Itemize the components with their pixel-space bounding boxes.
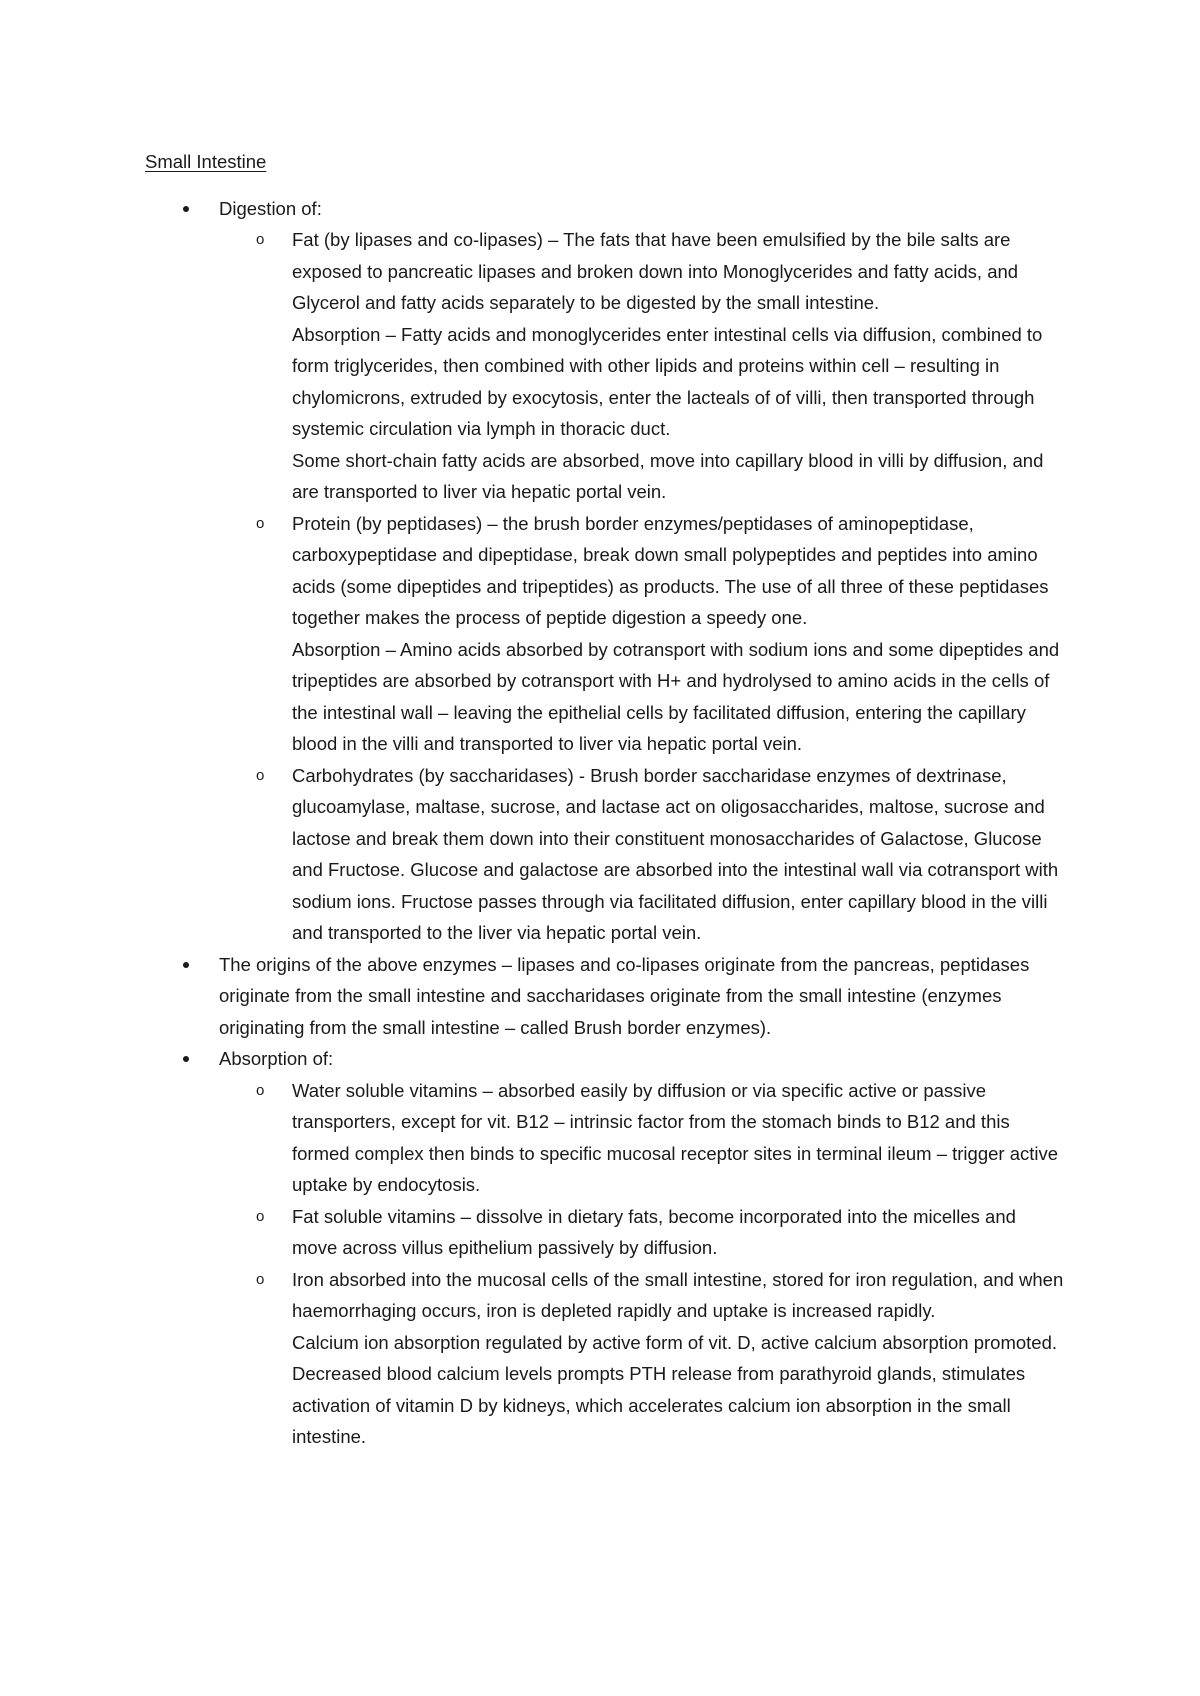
fat-digestion-text: Fat (by lipases and co-lipases) – The fats that have been emulsified by the bile salts are exposed to pancreatic lipases and broken down into Monoglycerides and fatty acids, and Glycerol and fatty acids separately to be digested by the small intestine. — [292, 229, 1019, 313]
bullet-origins — [145, 949, 1065, 1044]
bullet-point-icon — [183, 1056, 189, 1062]
bullet-point-icon — [183, 206, 189, 212]
document-body — [145, 146, 1065, 1453]
sub-bullet-icon: o — [256, 1081, 265, 1099]
protein-digestion-text: Protein (by peptidases) – the brush border enzymes/peptidases of aminopeptidase, carboxypeptidase and dipeptidase, break down small polypeptides and peptides into amino acids (some dipeptides and tripeptides) as products. The use of all three of these peptidases together makes the process of peptide digestion a speedy one. — [292, 512, 1049, 628]
enzyme-origins-text: The origins of the above enzymes – lipases and co-lipases originate from the pancreas, peptidases originate from the small intestine and saccharidases originate from the small intestine (enzymes originating from the small intestine – called Brush border enzymes). — [219, 953, 1030, 1038]
sub-bullet-icon: o — [256, 766, 265, 784]
sub-item-fat-soluble-vitamins — [145, 1201, 1065, 1264]
carbohydrate-digestion-text: Carbohydrates (by saccharidases) - Brush border saccharidase enzymes of dextrinase, glucoamylase, maltase, sucrose, and lactase act on oligosaccharides, maltose, sucrose and lactose and break them down into their constituent monosaccharides of Galactose, Glucose and Fructose. Glucose and galactose are absorbed into the intestinal wall via cotransport with sodium ions. Fructose passes through via facilitated diffusion, enter capillary blood in the villi and transported to the liver via hepatic portal vein. — [292, 764, 1059, 943]
bullet-label: Digestion of: — [219, 197, 322, 219]
sub-item-protein — [145, 508, 1065, 760]
fat-absorption-text: Absorption – Fatty acids and monoglycerides enter intestinal cells via diffusion, combined to form triglycerides, then combined with other lipids and proteins within cell – resulting in chylomicrons, extruded by exocytosis, enter the lacteals of of villi, then transported through systemic circulation via lymph in thoracic duct. — [292, 323, 1043, 439]
bullet-label: Absorption of: — [219, 1048, 334, 1069]
sub-item-iron — [145, 1264, 1065, 1453]
sub-bullet-icon: o — [256, 514, 265, 532]
sub-item-carbohydrates — [145, 760, 1065, 949]
water-soluble-vitamins-text: Water soluble vitamins – absorbed easily by diffusion or via specific active or passive transporters, except for vit. B12 – intrinsic factor from the stomach binds to B12 and this formed complex then binds to specific mucosal receptor sites in terminal ileum – trigger active uptake by endocytosis. — [292, 1079, 1059, 1195]
sub-bullet-icon: o — [256, 1207, 265, 1225]
protein-absorption-text: Absorption – Amino acids absorbed by cotransport with sodium ions and some dipeptides and tripeptides are absorbed by cotransport with H+ and hydrolysed to amino acids in the cells of the intestinal wall – leaving the epithelial cells by facilitated diffusion, entering the capillary blood in the villi and transported to liver via hepatic portal vein. — [292, 638, 1060, 754]
sub-bullet-icon: o — [256, 231, 265, 248]
sub-bullet-icon: o — [256, 1270, 265, 1288]
sub-item-water-soluble-vitamins — [145, 1075, 1065, 1201]
bullet-digestion — [145, 193, 1065, 225]
iron-absorption-text: Iron absorbed into the mucosal cells of the small intestine, stored for iron regulation, and when haemorrhaging occurs, iron is depleted rapidly and uptake is increased rapidly. — [292, 1268, 1064, 1321]
bullet-point-icon — [183, 962, 189, 968]
short-chain-fatty-acids-text: Some short-chain fatty acids are absorbed, move into capillary blood in villi by diffusion, and are transported to liver via hepatic portal vein. — [292, 449, 1044, 502]
sub-item-fat — [145, 224, 1065, 508]
calcium-absorption-text: Calcium ion absorption regulated by active form of vit. D, active calcium absorption promoted. Decreased blood calcium levels prompts PTH release from parathyroid glands, stimulates activation of vitamin D by kidneys, which accelerates calcium ion absorption in the small intestine. — [292, 1331, 1058, 1447]
page-title: Small Intestine — [145, 151, 267, 172]
bullet-absorption — [145, 1043, 1065, 1075]
fat-soluble-vitamins-text: Fat soluble vitamins – dissolve in dietary fats, become incorporated into the micelles and move across villus epithelium passively by diffusion. — [292, 1205, 1016, 1258]
